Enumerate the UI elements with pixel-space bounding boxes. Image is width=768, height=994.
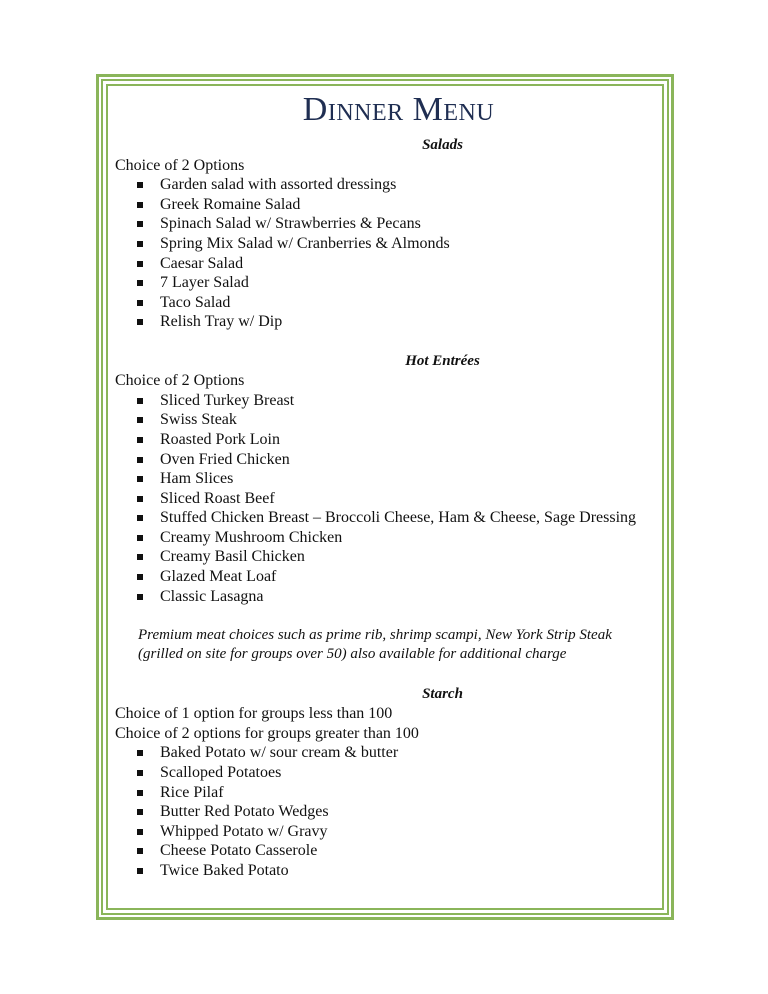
section-starch xyxy=(115,685,660,881)
list-item: Taco Salad xyxy=(115,293,660,313)
list-item: Creamy Mushroom Chicken xyxy=(115,528,660,548)
spacer xyxy=(115,665,660,685)
section-heading: Starch xyxy=(422,685,463,702)
choice-text: Choice of 2 Options xyxy=(115,372,245,390)
item-list xyxy=(115,175,660,332)
list-item: Stuffed Chicken Breast – Broccoli Cheese, Ham & Cheese, Sage Dressing xyxy=(115,508,660,528)
list-item: Relish Tray w/ Dip xyxy=(115,312,660,332)
list-item: Butter Red Potato Wedges xyxy=(115,802,660,822)
list-item: Twice Baked Potato xyxy=(115,861,660,881)
list-item: Garden salad with assorted dressings xyxy=(115,175,660,195)
list-item: Whipped Potato w/ Gravy xyxy=(115,822,660,842)
choice-text: Choice of 2 Options xyxy=(115,156,245,174)
list-item: Roasted Pork Loin xyxy=(115,430,660,450)
section-heading: Salads xyxy=(422,137,463,153)
spacer xyxy=(115,606,660,626)
list-item: Caesar Salad xyxy=(115,254,660,274)
list-item: Sliced Turkey Breast xyxy=(115,391,660,411)
list-item: Oven Fried Chicken xyxy=(115,450,660,470)
list-item: Glazed Meat Loaf xyxy=(115,567,660,587)
menu-content xyxy=(115,90,660,881)
list-item: 7 Layer Salad xyxy=(115,273,660,293)
choice-text: Choice of 1 option for groups less than 100 xyxy=(115,705,393,723)
watermark xyxy=(532,898,652,926)
item-list xyxy=(115,743,660,880)
list-item: Greek Romaine Salad xyxy=(115,195,660,215)
section-heading: Hot Entrées xyxy=(405,352,480,369)
list-item: Sliced Roast Beef xyxy=(115,489,660,509)
list-item: Scalloped Potatoes xyxy=(115,763,660,783)
list-item: Spring Mix Salad w/ Cranberries & Almonds xyxy=(115,234,660,254)
spacer xyxy=(115,332,660,352)
list-item: Ham Slices xyxy=(115,469,660,489)
list-item: Spinach Salad w/ Strawberries & Pecans xyxy=(115,214,660,234)
list-item: Creamy Basil Chicken xyxy=(115,547,660,567)
section-hot-entrees xyxy=(115,352,660,666)
item-list xyxy=(115,391,660,607)
premium-note: Premium meat choices such as prime rib, shrimp scampi, New York Strip Steak (grilled on site for groups over 50) also available for additional charge xyxy=(138,626,612,663)
list-item: Rice Pilaf xyxy=(115,783,660,803)
page-title: Dinner Menu xyxy=(302,91,495,128)
list-item: Swiss Steak xyxy=(115,410,660,430)
choice-text: Choice of 2 options for groups greater than 100 xyxy=(115,724,419,742)
section-salads xyxy=(115,136,660,332)
list-item: Classic Lasagna xyxy=(115,587,660,607)
list-item: Cheese Potato Casserole xyxy=(115,841,660,861)
list-item: Baked Potato w/ sour cream & butter xyxy=(115,743,660,763)
